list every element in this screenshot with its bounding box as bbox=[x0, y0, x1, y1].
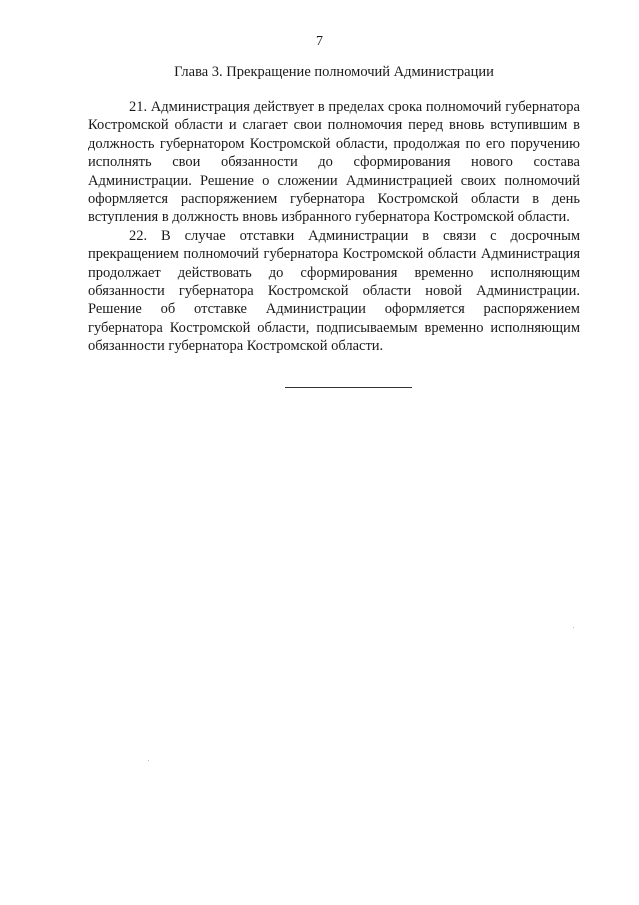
paragraph-22: 22. В случае отставки Администрации в связи с досрочным прекращением полномочий губернатора Костромской области Администрация продолжает действовать до сформирования временно исполняющим обязанности губернатора Костромской области новой Администрации. Решение об отставке Администрации оформляется распоряжением губернатора Костромской области, подписываемым временно исполняющим обязанности губернатора Костромской области. bbox=[88, 227, 580, 355]
document-body bbox=[88, 98, 580, 356]
paragraph-21: 21. Администрация действует в пределах срока полномочий губернатора Костромской области и слагает свои полномочия перед вновь вступившим в должность губернатором Костромской области, продолжая по его поручению исполнять свои обязанности до сформирования нового состава Администрации. Решение о сложении Администрацией своих полномочий оформляется распоряжением губернатора Костромской области в день вступления в должность вновь избранного губернатора Костромской области. bbox=[88, 99, 580, 226]
scan-speck bbox=[573, 627, 574, 628]
page-number: 7 bbox=[316, 34, 323, 49]
end-separator-line bbox=[285, 387, 412, 388]
scan-speck bbox=[148, 760, 149, 761]
chapter-title: Глава 3. Прекращение полномочий Администрации bbox=[174, 64, 494, 80]
